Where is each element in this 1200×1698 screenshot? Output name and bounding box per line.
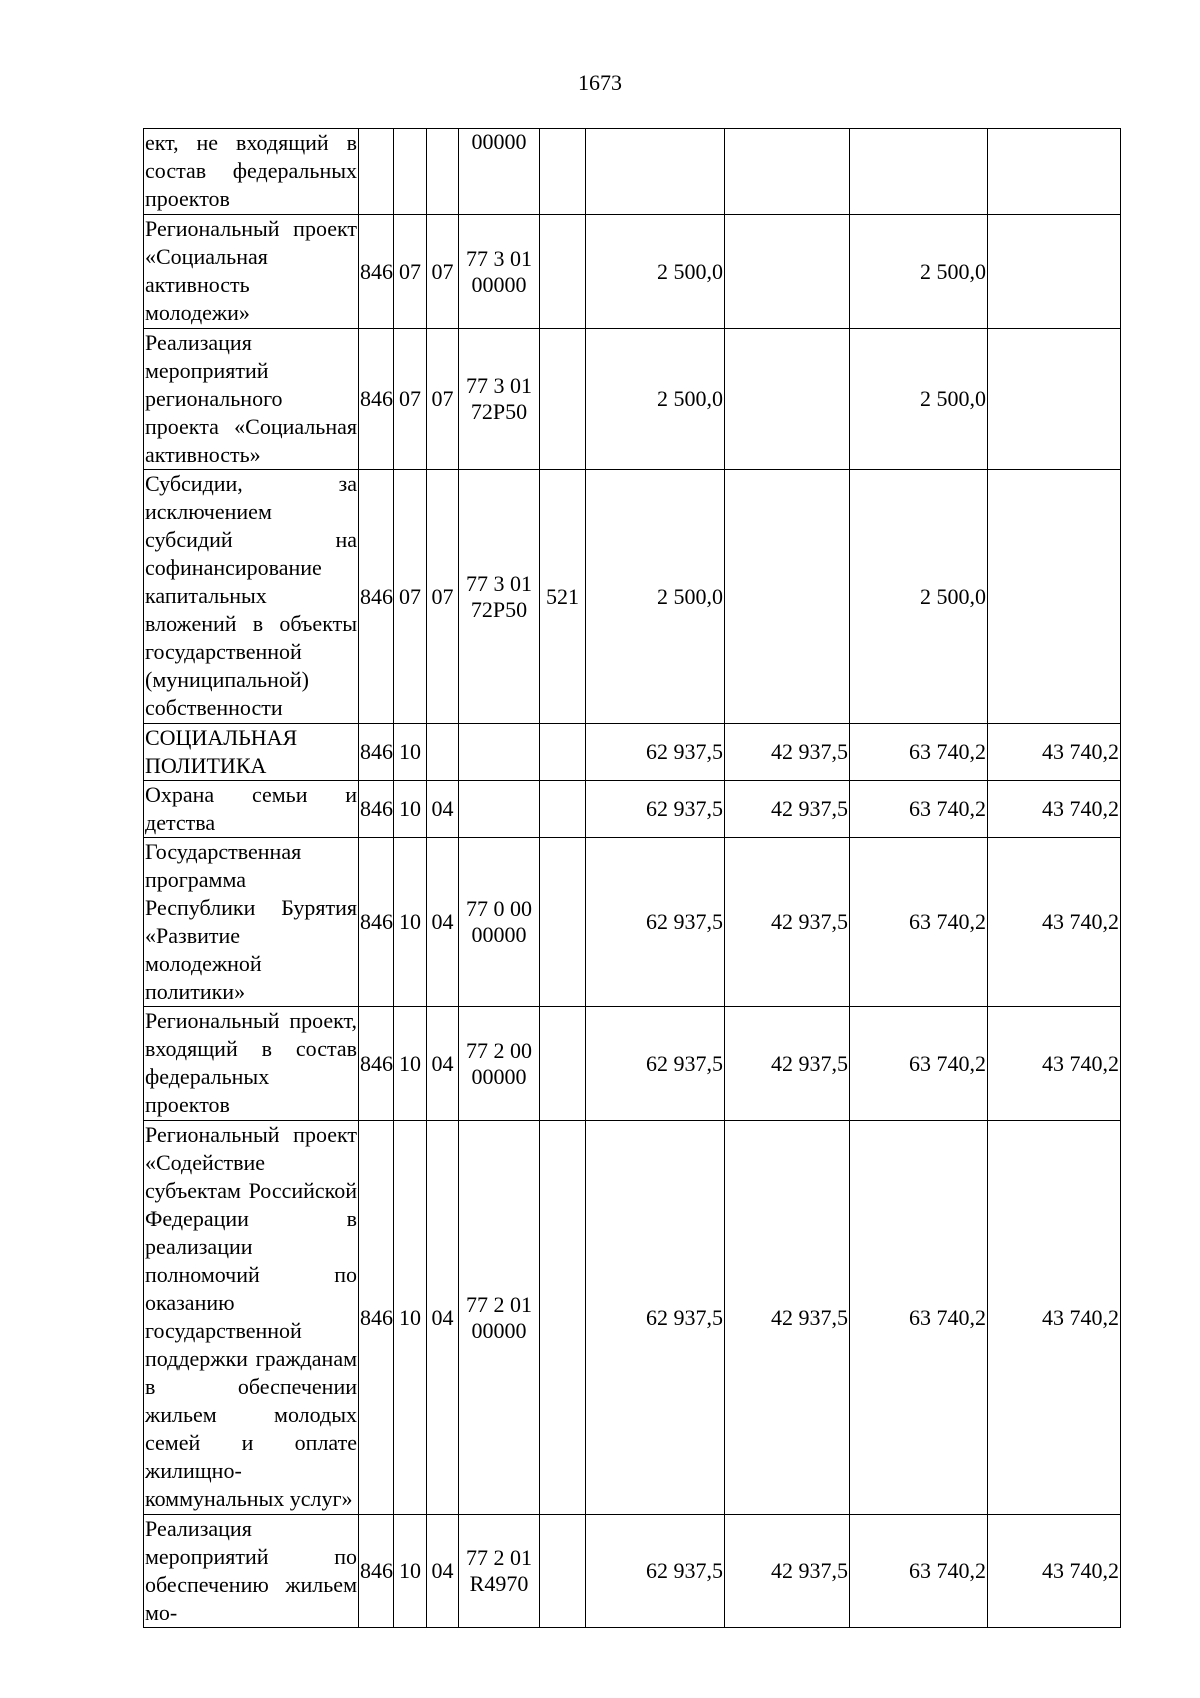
- cell-amount-year1: 62 937,5: [586, 838, 725, 1007]
- table-row: [144, 1007, 1121, 1121]
- cell-grbs: 846: [359, 781, 394, 838]
- cell-expense-type: [540, 1121, 586, 1515]
- cell-amount-year1-federal: [725, 470, 850, 724]
- cell-amount-year2: 2 500,0: [850, 470, 988, 724]
- cell-amount-year1-federal: [725, 129, 850, 215]
- table-row: [144, 1515, 1121, 1628]
- cell-amount-year1-federal: 42 937,5: [725, 1121, 850, 1515]
- cell-target-article: 77 3 01 72P50: [459, 470, 540, 724]
- row-name: СОЦИАЛЬНАЯ ПОЛИТИКА: [144, 724, 359, 781]
- cell-amount-year1: 62 937,5: [586, 1121, 725, 1515]
- cell-amount-year1-federal: 42 937,5: [725, 838, 850, 1007]
- cell-amount-year2-federal: 43 740,2: [988, 1007, 1121, 1121]
- row-name: ект, не входящий в состав федеральных проектов: [144, 129, 359, 215]
- cell-amount-year2-federal: 43 740,2: [988, 838, 1121, 1007]
- cell-grbs: 846: [359, 838, 394, 1007]
- row-name: Реализация мероприятий регионального проекта «Социальная активность»: [144, 329, 359, 470]
- cell-expense-type: [540, 129, 586, 215]
- cell-expense-type: [540, 781, 586, 838]
- cell-subsection: 04: [427, 838, 459, 1007]
- cell-target-article: 77 3 01 00000: [459, 215, 540, 329]
- cell-section: 10: [394, 724, 427, 781]
- page-number: 1673: [578, 70, 622, 95]
- cell-amount-year1-federal: 42 937,5: [725, 1007, 850, 1121]
- row-name: Охрана семьи и детства: [144, 781, 359, 838]
- cell-amount-year1: 62 937,5: [586, 781, 725, 838]
- cell-amount-year1: 62 937,5: [586, 1007, 725, 1121]
- cell-amount-year2-federal: 43 740,2: [988, 724, 1121, 781]
- cell-section: 10: [394, 838, 427, 1007]
- cell-expense-type: [540, 215, 586, 329]
- cell-target-article: [459, 781, 540, 838]
- cell-amount-year2-federal: [988, 329, 1121, 470]
- cell-grbs: 846: [359, 329, 394, 470]
- cell-target-article: 77 0 00 00000: [459, 838, 540, 1007]
- cell-amount-year2: 63 740,2: [850, 838, 988, 1007]
- cell-grbs: 846: [359, 215, 394, 329]
- cell-section: 10: [394, 781, 427, 838]
- cell-amount-year1: 62 937,5: [586, 724, 725, 781]
- cell-amount-year1: 2 500,0: [586, 329, 725, 470]
- cell-subsection: 04: [427, 1515, 459, 1628]
- cell-target-article: [459, 724, 540, 781]
- cell-expense-type: [540, 724, 586, 781]
- cell-subsection: [427, 129, 459, 215]
- cell-subsection: 04: [427, 1121, 459, 1515]
- cell-amount-year2-federal: [988, 215, 1121, 329]
- row-name: Реализация мероприятий по обеспечению жильем мо-: [144, 1515, 359, 1628]
- row-name: Региональный проект «Социальная активность молодежи»: [144, 215, 359, 329]
- cell-section: 10: [394, 1007, 427, 1121]
- cell-amount-year1-federal: 42 937,5: [725, 781, 850, 838]
- row-name: Государственная программа Республики Бурятия «Развитие молодежной политики»: [144, 838, 359, 1007]
- cell-amount-year2: 2 500,0: [850, 329, 988, 470]
- cell-target-article: 77 2 01 00000: [459, 1121, 540, 1515]
- table-row: [144, 215, 1121, 329]
- cell-amount-year2-federal: 43 740,2: [988, 1121, 1121, 1515]
- cell-expense-type: [540, 1515, 586, 1628]
- cell-grbs: 846: [359, 1515, 394, 1628]
- table-row: [144, 329, 1121, 470]
- cell-expense-type: [540, 329, 586, 470]
- cell-grbs: 846: [359, 1121, 394, 1515]
- cell-expense-type: 521: [540, 470, 586, 724]
- cell-grbs: 846: [359, 724, 394, 781]
- cell-section: 10: [394, 1121, 427, 1515]
- table-row: [144, 838, 1121, 1007]
- cell-subsection: 04: [427, 1007, 459, 1121]
- cell-section: 07: [394, 215, 427, 329]
- cell-amount-year1-federal: [725, 215, 850, 329]
- cell-subsection: 07: [427, 329, 459, 470]
- row-name: Региональный проект, входящий в состав федеральных проектов: [144, 1007, 359, 1121]
- cell-amount-year1: 2 500,0: [586, 215, 725, 329]
- cell-section: 07: [394, 470, 427, 724]
- table-row: [144, 724, 1121, 781]
- table-row: [144, 470, 1121, 724]
- cell-amount-year2: 2 500,0: [850, 215, 988, 329]
- cell-amount-year1-federal: 42 937,5: [725, 724, 850, 781]
- cell-amount-year1: [586, 129, 725, 215]
- cell-grbs: [359, 129, 394, 215]
- cell-section: 10: [394, 1515, 427, 1628]
- cell-target-article: 77 2 01 R4970: [459, 1515, 540, 1628]
- cell-amount-year2-federal: 43 740,2: [988, 781, 1121, 838]
- cell-amount-year2-federal: 43 740,2: [988, 1515, 1121, 1628]
- cell-subsection: [427, 724, 459, 781]
- cell-target-article: 00000: [459, 129, 540, 215]
- cell-amount-year1-federal: [725, 329, 850, 470]
- cell-amount-year1: 62 937,5: [586, 1515, 725, 1628]
- table-row: [144, 781, 1121, 838]
- cell-subsection: 04: [427, 781, 459, 838]
- cell-amount-year2: 63 740,2: [850, 724, 988, 781]
- cell-amount-year2-federal: [988, 470, 1121, 724]
- cell-target-article: 77 3 01 72P50: [459, 329, 540, 470]
- cell-amount-year1-federal: 42 937,5: [725, 1515, 850, 1628]
- cell-expense-type: [540, 1007, 586, 1121]
- cell-grbs: 846: [359, 470, 394, 724]
- cell-expense-type: [540, 838, 586, 1007]
- cell-amount-year2: 63 740,2: [850, 1007, 988, 1121]
- budget-table: [143, 128, 1121, 1628]
- cell-subsection: 07: [427, 470, 459, 724]
- cell-target-article: 77 2 00 00000: [459, 1007, 540, 1121]
- cell-amount-year1: 2 500,0: [586, 470, 725, 724]
- cell-grbs: 846: [359, 1007, 394, 1121]
- cell-amount-year2: 63 740,2: [850, 781, 988, 838]
- table-row: [144, 1121, 1121, 1515]
- cell-amount-year2: 63 740,2: [850, 1515, 988, 1628]
- cell-section: [394, 129, 427, 215]
- row-name: Региональный проект «Содействие субъектам Российской Федерации в реализации полномочий по оказанию государственной поддержки гражданам в обеспечении жильем молодых семей и оплате жилищно-коммунальных услуг»: [144, 1121, 359, 1515]
- cell-section: 07: [394, 329, 427, 470]
- table-row: [144, 129, 1121, 215]
- row-name: Субсидии, за исключением субсидий на софинансирование капитальных вложений в объекты государственной (муниципальной) собственности: [144, 470, 359, 724]
- cell-amount-year2: [850, 129, 988, 215]
- cell-subsection: 07: [427, 215, 459, 329]
- cell-amount-year2-federal: [988, 129, 1121, 215]
- cell-amount-year2: 63 740,2: [850, 1121, 988, 1515]
